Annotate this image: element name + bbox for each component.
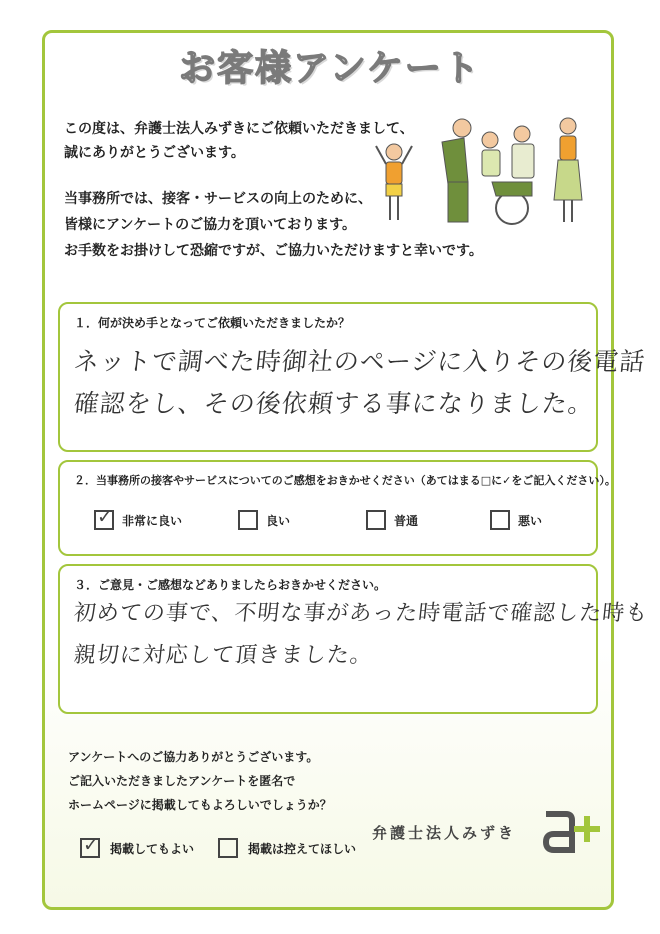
rating-checkbox-very-good[interactable] xyxy=(94,506,114,530)
question-1-label: １．何が決め手となってご依頼いただきましたか？ xyxy=(74,316,351,330)
rating-label-average: 普通 xyxy=(394,513,419,528)
closing-line-3: ホームページに掲載してもよろしいでしょうか？ xyxy=(68,798,332,812)
rating-checkbox-average[interactable] xyxy=(366,510,386,530)
question-1-answer-line-2: 確認をし、その後依頼する事になりました。 xyxy=(72,389,596,418)
publish-label-allow: 掲載してもよい xyxy=(110,841,195,856)
bowing-man-figure xyxy=(442,119,471,222)
page-title: お客様アンケート xyxy=(179,48,481,89)
publish-option-decline[interactable] xyxy=(218,838,356,858)
closing-line-2: ご記入いただきましたアンケートを匿名で xyxy=(68,774,296,788)
intro-line-3: 当事務所では、接客・サービスの向上のために、 xyxy=(64,191,372,207)
intro-line-1: この度は、弁護士法人みずきにご依頼いただきまして、 xyxy=(64,121,414,137)
publish-checkbox-decline[interactable] xyxy=(218,838,238,858)
firm-name: 弁護士法人みずき xyxy=(372,824,517,842)
intro-line-5: お手数をお掛けして恐縮ですが、ご協力いただけますと幸いです。 xyxy=(64,243,483,259)
rating-option-good[interactable] xyxy=(238,510,290,530)
question-1-box xyxy=(58,302,647,452)
intro-line-2: 誠にありがとうございます。 xyxy=(64,145,245,161)
question-2-label: ２．当事務所の接客やサービスについてのご感想をおきかせください（あてはまる□に✓をご記入ください）。 xyxy=(74,474,616,487)
publish-checkbox-allow[interactable] xyxy=(80,834,100,858)
publish-label-decline: 掲載は控えてほしい xyxy=(248,841,357,856)
question-3-answer-line-1: 初めての事で、不明な事があった時電話で確認した時も xyxy=(72,601,650,626)
question-2-box xyxy=(58,460,616,556)
rating-option-bad[interactable] xyxy=(490,510,542,530)
question-3-answer-line-2: 親切に対応して頂きました。 xyxy=(72,643,375,668)
rating-label-bad: 悪い xyxy=(518,513,543,528)
firm-logo xyxy=(540,800,602,856)
checkmark-icon: ✓ xyxy=(97,506,113,528)
rating-checkbox-good[interactable] xyxy=(238,510,258,530)
rating-checkbox-bad[interactable] xyxy=(490,510,510,530)
rating-option-average[interactable] xyxy=(366,510,418,530)
intro-line-4: 皆様にアンケートのご協力を頂いております。 xyxy=(64,217,357,233)
checkmark-icon: ✓ xyxy=(83,834,99,856)
child-figure xyxy=(376,144,412,220)
question-3-box xyxy=(58,564,650,714)
rating-option-very-good[interactable] xyxy=(94,506,183,530)
closing-line-1: アンケートへのご協力ありがとうございます。 xyxy=(68,750,319,764)
question-3-label: ３．ご意見・ご感想などありましたらおきかせください。 xyxy=(74,578,387,592)
people-illustration xyxy=(372,112,592,232)
rating-label-good: 良い xyxy=(266,513,291,528)
wheelchair-group xyxy=(482,126,534,224)
woman-figure xyxy=(554,118,582,222)
publish-option-allow[interactable] xyxy=(80,834,195,858)
rating-label-very-good: 非常に良い xyxy=(122,513,183,528)
question-1-answer-line-1: ネットで調べた時御社のページに入りその後電話 xyxy=(72,347,647,376)
